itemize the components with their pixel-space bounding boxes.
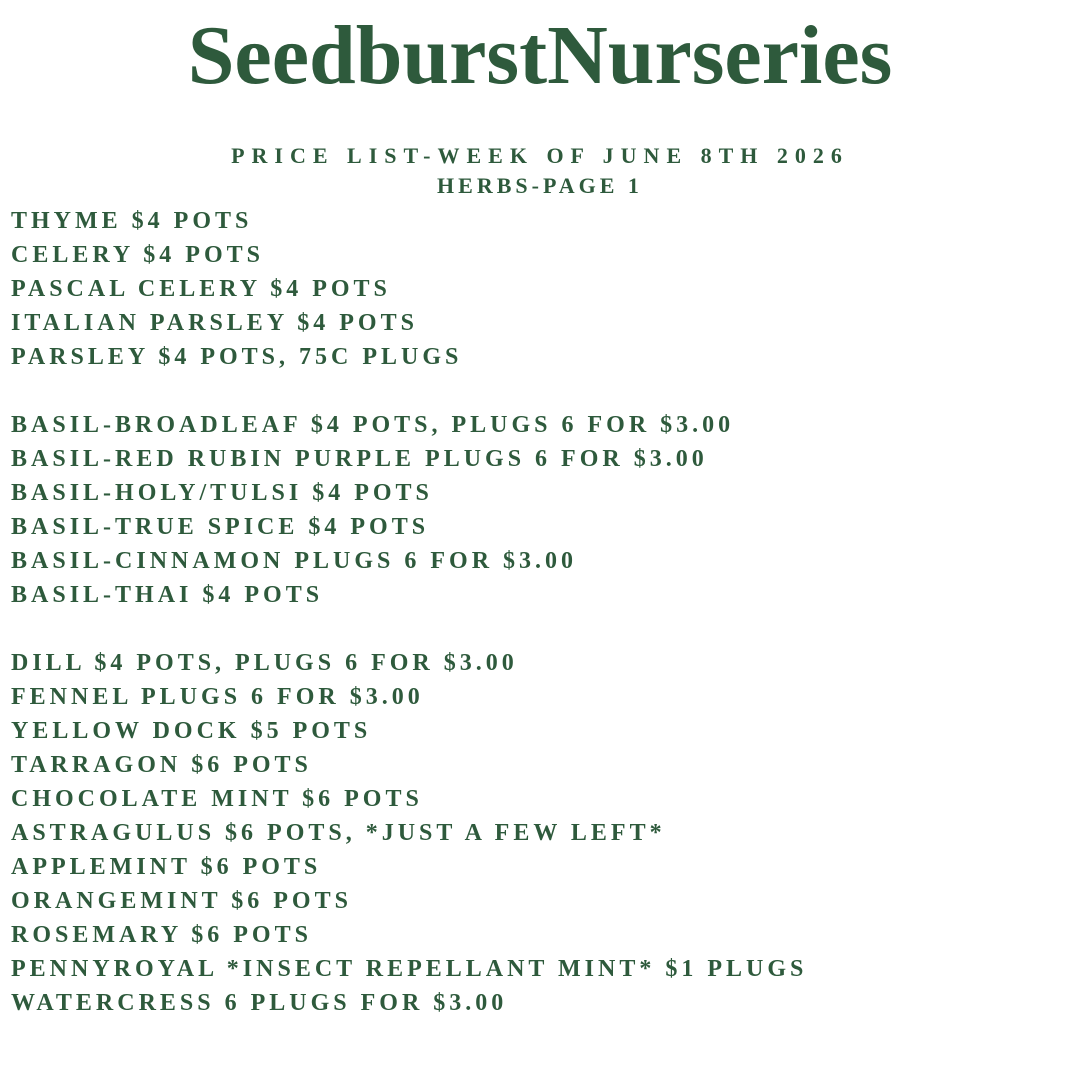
- list-item: BASIL-THAI $4 POTS: [11, 582, 324, 608]
- list-item: BASIL-CINNAMON PLUGS 6 FOR $3.00: [11, 548, 578, 574]
- price-list: [11, 204, 807, 1020]
- list-item: FENNEL PLUGS 6 FOR $3.00: [11, 684, 424, 710]
- list-item: BASIL-HOLY/TULSI $4 POTS: [11, 480, 433, 506]
- page-heading: HERBS-PAGE 1: [437, 173, 643, 198]
- list-item: PARSLEY $4 POTS, 75C PLUGS: [11, 344, 463, 370]
- list-item: BASIL-BROADLEAF $4 POTS, PLUGS 6 FOR $3.00: [11, 412, 735, 438]
- list-item: APPLEMINT $6 POTS: [11, 854, 322, 880]
- list-item: PASCAL CELERY $4 POTS: [11, 276, 391, 302]
- list-item: BASIL-TRUE SPICE $4 POTS: [11, 514, 430, 540]
- list-item: DILL $4 POTS, PLUGS 6 FOR $3.00: [11, 650, 518, 676]
- list-item: ROSEMARY $6 POTS: [11, 922, 312, 948]
- price-list-heading: PRICE LIST-WEEK OF JUNE 8TH 2026: [231, 143, 849, 168]
- list-item: TARRAGON $6 POTS: [11, 752, 312, 778]
- list-item: CELERY $4 POTS: [11, 242, 264, 268]
- list-item: WATERCRESS 6 PLUGS FOR $3.00: [11, 990, 508, 1016]
- list-spacer: [11, 612, 807, 646]
- list-item: BASIL-RED RUBIN PURPLE PLUGS 6 FOR $3.00: [11, 446, 708, 472]
- list-item: ITALIAN PARSLEY $4 POTS: [11, 310, 418, 336]
- list-item: ORANGEMINT $6 POTS: [11, 888, 352, 914]
- brand-title: SeedburstNurseries: [187, 9, 893, 102]
- list-spacer: [11, 374, 807, 408]
- list-item: THYME $4 POTS: [11, 208, 253, 234]
- list-item: PENNYROYAL *INSECT REPELLANT MINT* $1 PLUGS: [11, 956, 808, 982]
- list-item: CHOCOLATE MINT $6 POTS: [11, 786, 423, 812]
- list-item: ASTRAGULUS $6 POTS, *JUST A FEW LEFT*: [11, 820, 666, 846]
- list-item: YELLOW DOCK $5 POTS: [11, 718, 372, 744]
